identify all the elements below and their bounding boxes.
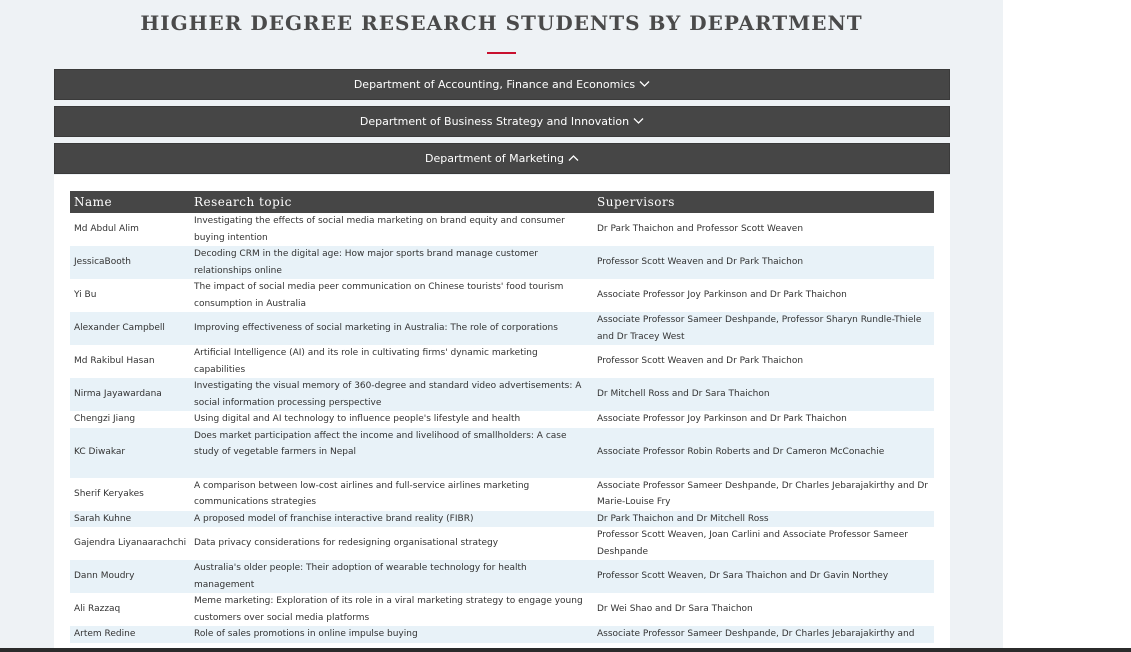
research-topic: Decoding CRM in the digital age: How major sports brand manage customer relationships online bbox=[190, 246, 593, 279]
accordion-label: Department of Accounting, Finance and Economics bbox=[353, 78, 636, 91]
research-topic: Artificial Intelligence (AI) and its role in cultivating firms' dynamic marketing capabilities bbox=[194, 348, 538, 375]
supervisors: Associate Professor Joy Parkinson and Dr Park Thaichon bbox=[597, 290, 847, 301]
table-header-row bbox=[70, 191, 934, 213]
bottom-edge-bar bbox=[0, 648, 1131, 652]
supervisors: Associate Professor Sameer Deshpande, Dr Charles Jebarajakirthy and Dr Marie-Louise Fry bbox=[597, 480, 928, 507]
research-topic: Role of sales promotions in online impulse buying bbox=[190, 626, 593, 643]
chevron-down-icon bbox=[639, 78, 650, 91]
table-row bbox=[70, 527, 934, 560]
accordion-accounting-finance-economics[interactable] bbox=[54, 69, 950, 100]
student-name: Dann Moudry bbox=[70, 560, 190, 593]
accordion-panel-marketing bbox=[54, 175, 950, 652]
supervisors: Dr Mitchell Ross and Dr Sara Thaichon bbox=[593, 378, 934, 411]
research-topic: Does market participation affect the income and livelihood of smallholders: A case study of vegetable farmers in Nepal bbox=[190, 428, 593, 478]
student-name: Ali Razzaq bbox=[74, 604, 121, 615]
student-name: Chengzi Jiang bbox=[74, 414, 136, 424]
research-topic: A proposed model of franchise interactive brand reality (FIBR) bbox=[190, 511, 593, 528]
research-topic: Investigating the visual memory of 360-degree and standard video advertisements: A social information processing perspective bbox=[190, 378, 593, 411]
column-header-research-topic: Research topic bbox=[190, 191, 593, 213]
table-row bbox=[70, 511, 934, 528]
student-name: Sherif Keryakes bbox=[74, 488, 144, 499]
chevron-down-icon bbox=[633, 115, 644, 128]
research-topic: Investigating the effects of social media marketing on brand equity and consumer buying intention bbox=[194, 216, 565, 243]
student-name: Artem Redine bbox=[70, 626, 190, 643]
student-name: JessicaBooth bbox=[70, 246, 190, 279]
supervisors: Professor Scott Weaven and Dr Park Thaichon bbox=[593, 246, 934, 279]
student-name: Yi Bu bbox=[74, 290, 97, 301]
table-row bbox=[70, 411, 934, 428]
supervisors: Professor Scott Weaven, Dr Sara Thaichon and Dr Gavin Northey bbox=[593, 560, 934, 593]
table-row bbox=[70, 213, 934, 246]
student-name: Alexander Campbell bbox=[70, 312, 190, 345]
supervisors: Associate Professor Sameer Deshpande, Professor Sharyn Rundle-Thiele and Dr Tracey West bbox=[593, 312, 934, 345]
column-header-name: Name bbox=[70, 191, 190, 213]
supervisors: Dr Wei Shao and Dr Sara Thaichon bbox=[597, 604, 753, 615]
student-name: Nirma Jayawardana bbox=[70, 378, 190, 411]
research-topic: A comparison between low-cost airlines and full-service airlines marketing communications strategies bbox=[194, 480, 530, 507]
supervisors: Dr Park Thaichon and Dr Mitchell Ross bbox=[593, 511, 934, 528]
table-row bbox=[70, 428, 934, 478]
research-topic: Data privacy considerations for redesigning organisational strategy bbox=[194, 538, 499, 549]
title-accent-rule bbox=[487, 52, 516, 54]
student-name: Md Abdul Alim bbox=[74, 224, 139, 235]
page-title: HIGHER DEGREE RESEARCH STUDENTS BY DEPARTMENT bbox=[140, 11, 863, 35]
accordion-label: Department of Business Strategy and Innovation bbox=[359, 115, 630, 128]
supervisors: Associate Professor Joy Parkinson and Dr Park Thaichon bbox=[597, 414, 847, 424]
table-row bbox=[70, 560, 934, 593]
research-topic: The impact of social media peer communication on Chinese tourists' food tourism consumption in Australia bbox=[194, 282, 564, 309]
accordion-label: Department of Marketing bbox=[425, 152, 564, 165]
student-name: Md Rakibul Hasan bbox=[74, 356, 155, 367]
supervisors: Professor Scott Weaven and Dr Park Thaichon bbox=[597, 356, 804, 367]
supervisors: Professor Scott Weaven, Joan Carlini and Associate Professor Sameer Deshpande bbox=[597, 530, 908, 557]
research-topic: Meme marketing: Exploration of its role in a viral marketing strategy to engage young customers over social media platforms bbox=[194, 596, 583, 623]
student-name: Sarah Kuhne bbox=[70, 511, 190, 528]
students-table bbox=[70, 191, 934, 643]
supervisors: Associate Professor Robin Roberts and Dr Cameron McConachie bbox=[593, 428, 934, 478]
supervisors: Associate Professor Sameer Deshpande, Dr Charles Jebarajakirthy and bbox=[593, 626, 934, 643]
accordion-business-strategy-innovation[interactable] bbox=[54, 106, 950, 137]
research-topic: Australia's older people: Their adoption of wearable technology for health management bbox=[190, 560, 593, 593]
table-row bbox=[70, 246, 934, 279]
table-row bbox=[70, 626, 934, 643]
accordion-marketing[interactable] bbox=[54, 143, 950, 174]
supervisors: Dr Park Thaichon and Professor Scott Weaven bbox=[597, 224, 804, 235]
research-topic: Improving effectiveness of social marketing in Australia: The role of corporations bbox=[190, 312, 593, 345]
table-row bbox=[70, 345, 934, 378]
table-row bbox=[70, 312, 934, 345]
student-name: Gajendra Liyanaarachchi bbox=[74, 538, 187, 549]
chevron-up-icon bbox=[568, 152, 579, 165]
table-row bbox=[70, 378, 934, 411]
table-row bbox=[70, 279, 934, 312]
table-row bbox=[70, 593, 934, 626]
table-row bbox=[70, 478, 934, 511]
column-header-supervisors: Supervisors bbox=[593, 191, 934, 213]
research-topic: Using digital and AI technology to influence people's lifestyle and health bbox=[194, 414, 521, 424]
student-name: KC Diwakar bbox=[70, 428, 190, 478]
